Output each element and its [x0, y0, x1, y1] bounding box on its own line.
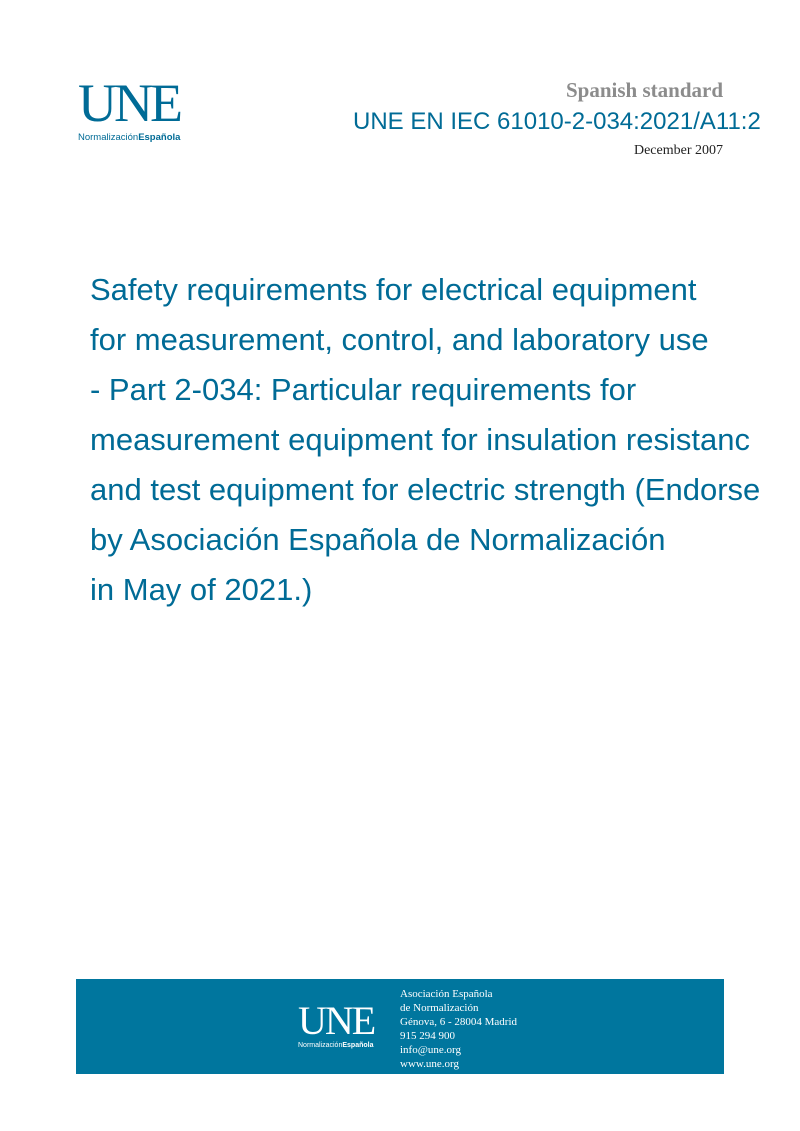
footer-email: info@une.org	[400, 1044, 461, 1056]
title-line: in May of 2021.)	[90, 572, 313, 607]
footer-org-name: Asociación Española	[400, 988, 493, 1000]
une-logo	[78, 73, 196, 143]
footer-street-address: Génova, 6 - 28004 Madrid	[400, 1016, 518, 1028]
logo-tagline-bold: Española	[138, 132, 181, 143]
standard-label: Spanish standard	[566, 78, 723, 102]
footer-phone: 915 294 900	[400, 1030, 455, 1042]
footer-logo-tagline-regular: Normalización	[298, 1042, 343, 1049]
logo-tagline	[78, 132, 196, 143]
footer-logo-tagline-bold: Española	[342, 1042, 374, 1049]
footer-banner	[76, 979, 724, 1074]
title-line: Safety requirements for electrical equipment	[90, 272, 697, 307]
footer-org-name-2: de Normalización	[400, 1002, 479, 1014]
logo-wordmark: UNE	[78, 73, 180, 133]
title-line: measurement equipment for insulation resistanc	[90, 422, 750, 457]
title-line: by Asociación Española de Normalización	[90, 522, 666, 557]
title-line: - Part 2-034: Particular requirements for	[90, 372, 637, 407]
logo-tagline-regular: Normalización	[78, 132, 139, 143]
standard-date: December 2007	[633, 143, 723, 158]
footer-logo-wordmark: UNE	[298, 998, 375, 1043]
document-title	[90, 265, 800, 615]
footer-logo-tagline	[298, 1042, 388, 1049]
footer-address	[400, 987, 517, 1071]
title-line: for measurement, control, and laboratory use	[90, 322, 709, 357]
footer-website: www.une.org	[400, 1058, 459, 1070]
title-line: and test equipment for electric strength (Endorse	[90, 472, 761, 507]
standard-code: UNE EN IEC 61010-2-034:2021/A11:2	[353, 108, 761, 135]
footer-une-logo	[298, 998, 388, 1049]
